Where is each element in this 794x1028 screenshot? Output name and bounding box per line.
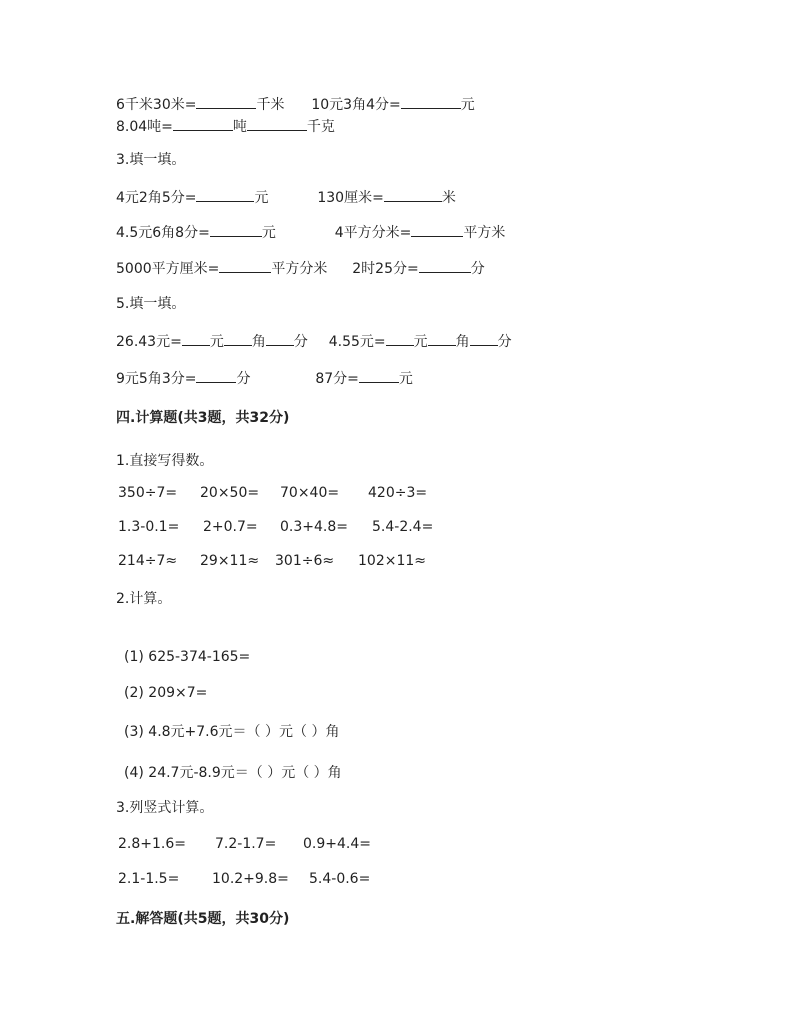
fill-row xyxy=(116,222,505,242)
answer-blank[interactable] xyxy=(247,116,307,131)
answer-blank[interactable] xyxy=(196,94,256,109)
question-title: 3.列竖式计算。 xyxy=(116,800,214,816)
calc-item: 102×11≈ xyxy=(358,553,426,569)
calc-item: (2) 209×7= xyxy=(124,685,208,701)
unit: 角 xyxy=(455,334,470,350)
answer-blank[interactable] xyxy=(219,258,271,273)
answer-blank[interactable] xyxy=(196,187,254,202)
answer-blank[interactable] xyxy=(173,116,233,131)
text: 26.43元= xyxy=(116,334,182,350)
text: 4.55元= xyxy=(328,334,386,350)
text: 6千米30米= xyxy=(116,97,197,113)
answer-blank[interactable] xyxy=(224,331,252,346)
answer-blank[interactable] xyxy=(470,331,498,346)
text: 4元2角5分= xyxy=(116,190,197,206)
text: 4平方分米= xyxy=(334,225,412,241)
answer-blank[interactable] xyxy=(196,368,236,383)
unit: 元 xyxy=(254,190,269,206)
calc-item: 1.3-0.1= xyxy=(118,519,180,535)
calc-item: 2.8+1.6= xyxy=(118,836,186,852)
unit: 分 xyxy=(470,261,485,277)
section-heading: 五.解答题(共5题，共30分) xyxy=(116,911,290,927)
unit: 平方分米 xyxy=(271,261,328,277)
text: 5000平方厘米= xyxy=(116,261,220,277)
calc-item: 301÷6≈ xyxy=(275,553,335,569)
calc-item: 214÷7≈ xyxy=(118,553,178,569)
conversion-row-2 xyxy=(116,116,335,136)
unit: 分 xyxy=(497,334,512,350)
unit: 角 xyxy=(251,334,266,350)
answer-blank[interactable] xyxy=(266,331,294,346)
calc-item: 5.4-2.4= xyxy=(372,519,434,535)
question-title: 3.填一填。 xyxy=(116,152,186,168)
fill-row xyxy=(116,258,485,278)
text: 130厘米= xyxy=(317,190,384,206)
calc-item: 5.4-0.6= xyxy=(309,871,371,887)
text: 87分= xyxy=(315,371,359,387)
answer-blank[interactable] xyxy=(401,94,461,109)
calc-item: 2+0.7= xyxy=(203,519,258,535)
text: 8.04吨= xyxy=(116,119,173,135)
fill-row xyxy=(116,331,512,351)
calc-item: 20×50= xyxy=(200,485,260,501)
section-heading: 四.计算题(共3题，共32分) xyxy=(116,410,290,426)
text: 4.5元6角8分= xyxy=(116,225,210,241)
conversion-row-1 xyxy=(116,94,475,114)
calc-item: 2.1-1.5= xyxy=(118,871,180,887)
answer-blank[interactable] xyxy=(411,222,463,237)
answer-blank[interactable] xyxy=(419,258,471,273)
unit: 吨 xyxy=(232,119,247,135)
unit: 千米 xyxy=(256,97,285,113)
unit: 分 xyxy=(236,371,251,387)
unit: 平方米 xyxy=(463,225,506,241)
question-title: 5.填一填。 xyxy=(116,296,186,312)
answer-blank[interactable] xyxy=(428,331,456,346)
question-title: 1.直接写得数。 xyxy=(116,453,214,469)
answer-blank[interactable] xyxy=(386,331,414,346)
fill-row xyxy=(116,187,456,207)
answer-blank[interactable] xyxy=(210,222,262,237)
answer-blank[interactable] xyxy=(182,331,210,346)
question-title: 2.计算。 xyxy=(116,591,172,607)
unit: 元 xyxy=(209,334,224,350)
text: 2时25分= xyxy=(352,261,419,277)
calc-item: (1) 625-374-165= xyxy=(124,649,251,665)
unit: 元 xyxy=(460,97,475,113)
unit: 元 xyxy=(398,371,413,387)
calc-item: 0.3+4.8= xyxy=(280,519,348,535)
calc-item: 10.2+9.8= xyxy=(212,871,289,887)
unit: 千克 xyxy=(306,119,335,135)
fill-row xyxy=(116,368,413,388)
calc-item: (4) 24.7元-8.9元＝（ ）元（ ）角 xyxy=(124,765,342,781)
calc-item: 70×40= xyxy=(280,485,340,501)
answer-blank[interactable] xyxy=(359,368,399,383)
calc-item: 0.9+4.4= xyxy=(303,836,371,852)
calc-item: 420÷3= xyxy=(368,485,428,501)
text: 9元5角3分= xyxy=(116,371,197,387)
answer-blank[interactable] xyxy=(384,187,442,202)
unit: 米 xyxy=(441,190,456,206)
calc-item: 29×11≈ xyxy=(200,553,260,569)
calc-item: (3) 4.8元+7.6元＝（ ）元（ ）角 xyxy=(124,724,340,740)
unit: 元 xyxy=(413,334,428,350)
calc-item: 350÷7= xyxy=(118,485,178,501)
calc-item: 7.2-1.7= xyxy=(215,836,277,852)
unit: 分 xyxy=(293,334,308,350)
text: 10元3角4分= xyxy=(311,97,401,113)
unit: 元 xyxy=(261,225,276,241)
